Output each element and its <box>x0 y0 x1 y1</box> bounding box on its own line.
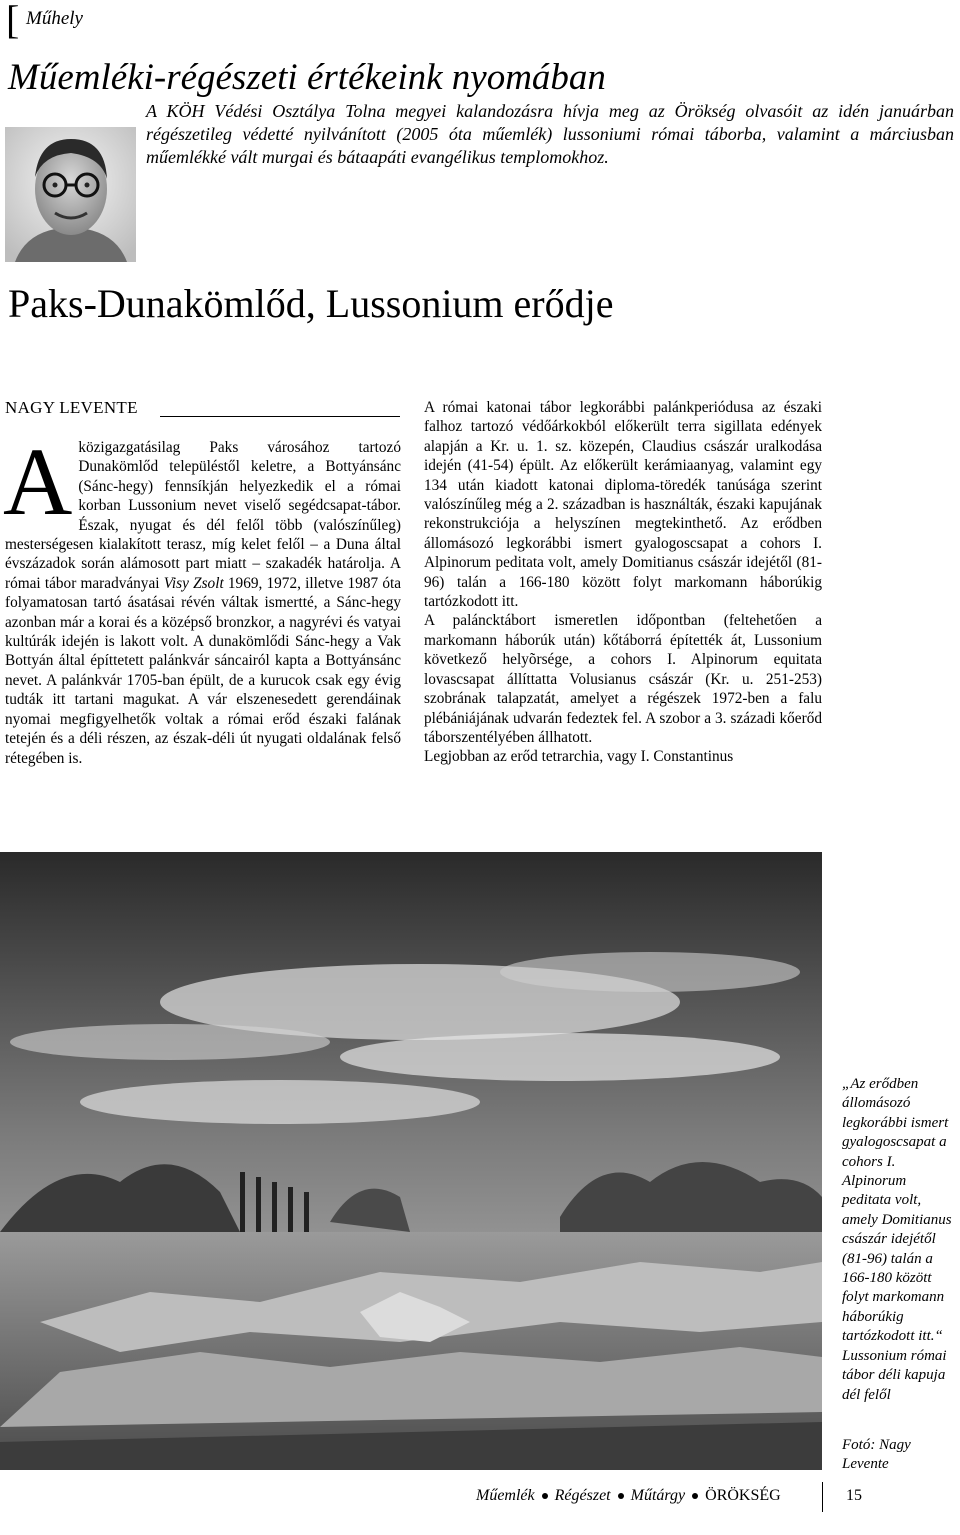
article-title: Paks-Dunakömlőd, Lussonium erődje <box>8 281 614 326</box>
author-name: NAGY LEVENTE <box>5 398 138 417</box>
author-portrait <box>5 127 136 262</box>
footer-item-regeszet: Régészet <box>554 1487 611 1504</box>
right-paragraph-3: Legjobban az erőd tetrarchia, vagy I. Constantinus <box>424 748 734 766</box>
excavator-name: Visy Zsolt <box>163 574 224 592</box>
left-column <box>3 428 402 768</box>
footer-item-muemlek: Műemlék <box>476 1487 535 1504</box>
section-bracket: [ <box>6 0 20 42</box>
footer-nav <box>476 1487 781 1505</box>
footer-bullet-icon <box>542 1493 548 1499</box>
fort-ruins-photo <box>0 852 822 1470</box>
footer-brand: ÖRÖKSÉG <box>705 1487 781 1504</box>
photo-credit: Fotó: Nagy Levente <box>842 1437 911 1473</box>
main-title: Műemléki-régészeti értékeink nyomában <box>8 57 606 98</box>
footer-bullet-icon <box>692 1493 698 1499</box>
lead-paragraph: A KÖH Védési Osztálya Tolna megyei kalandozásra hívja meg az Örökség olvasóit az idén januárban régészetileg védetté nyilvánított (2005 óta műemlék) lussoniumi római táborba, valamint a márciusban műemlékké vált murgai és bátaapáti evangélikus templomokhoz. <box>146 101 954 167</box>
footer-item-mutargy: Műtárgy <box>630 1487 686 1504</box>
drop-cap: A <box>3 428 73 535</box>
author-rule <box>160 416 400 417</box>
left-column-text-part2: 1969, 1972, illetve 1987 óta folyamatosan tartó ásatásai révén váltak ismertté, a Sánc-hegy azonban már a korai és a középső bronzkor, a nagyrévi és vatyai kultúrák idején is lakott volt. A dunakömlődi Sánc-hegy a Vak Bottyán által építtetett palánkvár sáncairól kapta a Bottyánsánc nevet. A palánkvár 1705-ban épült, de a kurucok csak egy évig tudták itt tartani magukat. A vár elszenesedett gerendáinak nyomai megfigyelhetők voltak a római erőd északi falának tetején és a déli részen, az észak-déli út nyugati oldalának felső rétegében is. <box>5 574 402 767</box>
footer-bullet-icon <box>618 1493 624 1499</box>
right-column <box>424 398 822 767</box>
left-column-text-part1: közigazgatásilag Paks városához tartozó Dunakömlőd településtől keletre, a Bottyánsánc (Sánc-hegy) fennsíkján helyezkedik el a római korban Lussonium nevet viselő segédcsapat-tábor. Észak, nyugat és dél felől több (valószínűleg) mesterségesen kialakított terasz, míg kelet felől – a Duna által évszázadok során alámosott part miatt – szakadék határolja. A római tábor maradványai <box>5 439 401 592</box>
right-paragraph-1: A római katonai tábor legkorábbi palánkperiódusa az északi falhoz tartozó védőárkokból előkerült terra sigillata edények alapján a Kr. u. 1. sz. közepén, Claudius császár uralkodása idején (41-54) épült. Az előkerült kerámiaanyag, valamint egy 134 után kiadott katonai diploma-töredék tanúsága szerint valószínűleg még a 2. században is használták, északi kapujának rekonstrukciója a helyszínen megtekinthető. Az erődben állomásozó legkorábbi ismert gyalogoscsapat a cohors I. Alpinorum peditata volt, amely Domitianus császár idejétől (81-96) talán a 166-180 között folyt markomann háborúkig tartózkodott itt. <box>424 399 822 611</box>
footer-divider <box>822 1482 823 1512</box>
right-paragraph-2: A paláncktábort ismeretlen időpontban (feltehetően a markomann háborúk után) kőtáborrá építették át, Lussonium következő helyõrsége, a cohors I. Alpinorum equitata lovascsapat állíttatta Volusianus császár (Kr. u. 251-253) szobrának talapzatát, amelyet a régészek 1972-ben a falu plébániájának udvarán fedeztek fel. A szobor a 3. századi kőerőd táborszentélyében állhatott. <box>424 612 822 746</box>
page-number: 15 <box>846 1487 862 1504</box>
section-label: Műhely <box>26 8 83 29</box>
left-column-text <box>3 428 402 768</box>
photo-caption: „Az erődben állomásozó legkorábbi ismert gyalogoscsapat a cohors I. Alpinorum peditata volt, amely Domitianus császár idejétől (81-96) talán a 166-180 között folyt markomann háborúkig tartózkodott itt.“ Lussonium római tábor déli kapuja dél felől <box>842 1076 952 1403</box>
